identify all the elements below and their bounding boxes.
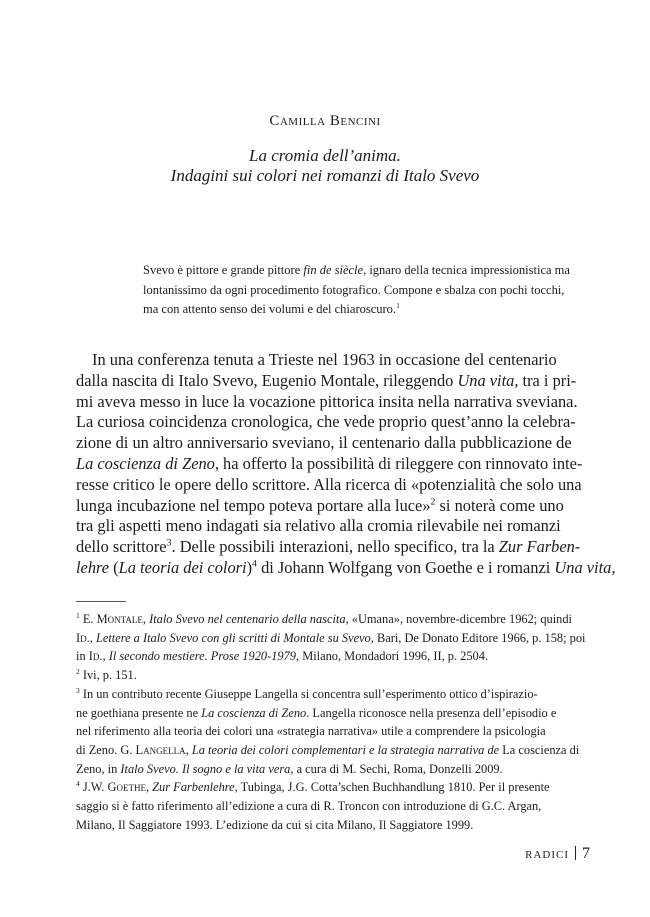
footnote-line — [76, 610, 581, 629]
author-name: Camilla Bencini — [269, 113, 381, 129]
text-run: , — [185, 742, 192, 757]
text-run: , — [142, 612, 150, 626]
text-run: Ivi, p. 151. — [79, 668, 137, 683]
text-run: , — [102, 649, 109, 664]
italic-run: La teoria dei colori — [118, 557, 247, 577]
footnote-ref: 2 — [430, 496, 436, 508]
text-run: , «Umana», novembre-dicembre 1962; quindi — [345, 612, 572, 626]
italic-run: Italo Svevo. Il sogno e la vita vera — [120, 761, 291, 776]
author-smallcaps: Langella — [135, 742, 186, 757]
text-run: , a cura di M. Sechi, Roma, Donzelli 2009. — [290, 761, 503, 776]
italic-run: La teoria dei colori complementari e la strategia narrativa de — [191, 742, 500, 757]
text-run: , ha offerto la possibilità di rileggere con rinnovato inte- — [214, 453, 583, 473]
body-line: La curiosa coincidenza cronologica, che vede proprio quest’anno la celebra- — [76, 412, 576, 432]
footnote-line — [76, 647, 581, 666]
italic-run: Una vita — [457, 370, 515, 390]
text-run: La coscienza di — [499, 742, 580, 757]
epigraph-line: lontanissimo da ogni procedimento fotografico. Compone e sbalza con pochi tocchi, — [143, 282, 565, 297]
text-run: ma con attento senso dei volumi e del chiaroscuro. — [143, 302, 397, 316]
title-line-2: Indagini sui colori nei romanzi di Italo Svevo — [170, 166, 480, 185]
footnote-number: 2 — [76, 666, 80, 676]
footnote-line: saggio si è fatto riferimento all’edizione a cura di R. Troncon con introduzione di G.C. Argan, — [76, 799, 542, 814]
text-run: si noterà come uno — [435, 495, 564, 515]
italic-run: Lettere a Italo Svevo con gli scritti di Montale su Svevo — [95, 630, 371, 645]
text-run: ( — [109, 557, 119, 577]
text-run: J.W. — [79, 780, 108, 795]
footnote-line — [76, 704, 581, 723]
footnote-number: 1 — [76, 610, 80, 620]
footnote-line: nel riferimento alla teoria dei colori una «strategia narrativa» utile a comprendere la psicologia — [76, 724, 546, 739]
italic-run: Zur Farben- — [498, 537, 581, 557]
footnote-3 — [76, 685, 581, 779]
body-line: zione di un altro anniversario sveviano, il centenario dalla pubblicazione de — [76, 433, 572, 453]
epigraph-line — [143, 261, 583, 281]
text-run: di Zeno. G. — [76, 742, 136, 757]
text-run: Zeno, in — [76, 761, 121, 776]
author-smallcaps: Id. — [88, 649, 103, 664]
body-line — [76, 496, 581, 517]
body-line — [76, 557, 616, 579]
text-run: ne goethiana presente ne — [76, 705, 202, 720]
page-number: 7 — [582, 845, 590, 862]
italic-run: Il secondo mestiere. Prose 1920-1979 — [108, 649, 296, 664]
italic-run: La coscienza di Zeno — [201, 705, 307, 720]
text-run: di Johann Wolfgang von Goethe e i romanzi — [256, 557, 555, 577]
text-run: , Milano, Mondadori 1996, II, p. 2504. — [296, 649, 489, 664]
italic-run: Italo Svevo nel centenario della nascita — [149, 612, 346, 626]
body-line — [76, 454, 581, 475]
footnote-ref: 4 — [252, 558, 257, 570]
text-run: dello scrittore — [76, 537, 167, 557]
text-run: , Bari, De Donato Editore 1966, p. 158; poi — [370, 630, 586, 645]
author-smallcaps: Id. — [76, 630, 90, 645]
epigraph — [143, 261, 583, 320]
footnote-line — [76, 629, 586, 648]
text-run: , Tubinga, J.G. Cotta’schen Buchhandlung 1810. Per il presente — [234, 780, 550, 795]
text-run: lunga incubazione nel tempo poteva portare alla luce» — [76, 495, 431, 515]
text-run: E. — [79, 612, 97, 626]
footnotes — [76, 610, 586, 834]
text-run: In un contributo recente Giuseppe Langella si concentra sull’esperimento ottico d’ispirazio- — [79, 686, 538, 701]
page-footer — [480, 845, 590, 863]
footnote-line — [76, 666, 581, 685]
footnote-divider — [76, 601, 126, 602]
italic-run: La coscienza di Zeno — [76, 453, 215, 473]
italic-run: Una vita, — [554, 557, 616, 577]
footnote-ref: 3 — [166, 537, 172, 549]
footnote-line — [76, 685, 581, 704]
body-line: In una conferenza tenuta a Trieste nel 1963 in occasione del centenario — [92, 350, 557, 369]
italic-run: fin de siècle — [303, 263, 364, 277]
body-line — [76, 371, 581, 392]
text-run: in — [76, 649, 89, 664]
footnote-number: 4 — [76, 779, 80, 789]
italic-run: Zur Farbenlehre — [152, 780, 235, 795]
text-run: dalla nascita di Italo Svevo, Eugenio Montale, rileggendo — [76, 370, 458, 390]
author-smallcaps: Montale — [96, 612, 143, 626]
text-run: , — [89, 630, 96, 645]
footnote-line — [76, 741, 581, 760]
body-line: tra gli aspetti meno indagati sia relativo alla cromia rilevabile nei romanzi — [76, 516, 561, 536]
body-paragraph — [76, 350, 616, 579]
running-footer-label: RADICI — [525, 849, 569, 861]
text-run: . Delle possibili interazioni, nello specifico, tra la — [171, 537, 499, 557]
text-run: , — [145, 780, 153, 795]
text-run: , ignaro della tecnica impressionistica ma — [363, 263, 570, 277]
italic-run: lehre — [76, 557, 110, 577]
title-line-1: La cromia dell’anima. — [249, 146, 401, 165]
epigraph-line — [143, 300, 583, 320]
footnote-line — [76, 778, 581, 797]
body-line: resse critico le opere dello scrittore. Alla ricerca di «potenzialità che solo una — [76, 474, 582, 494]
footnote-1 — [76, 610, 586, 666]
text-run: , tra i pri- — [514, 370, 577, 390]
text-run: ) — [246, 557, 253, 577]
text-run: Svevo è pittore e grande pittore — [143, 263, 304, 277]
body-line — [76, 537, 581, 558]
footer-divider — [575, 846, 576, 860]
body-line: mi aveva messo in luce la vocazione pittorica insita nella narrativa sveviana. — [76, 391, 578, 411]
author-smallcaps: Goethe — [107, 780, 146, 795]
footnote-4 — [76, 778, 581, 834]
footnote-2 — [76, 666, 581, 685]
text-run: . Langella riconosce nella presenza dell’episodio e — [306, 705, 557, 720]
footnote-ref: 1 — [396, 300, 400, 310]
footnote-number: 3 — [76, 685, 80, 695]
footnote-line — [76, 760, 581, 779]
footnote-line: Milano, Il Saggiatore 1993. L’edizione da cui si cita Milano, Il Saggiatore 1999. — [76, 817, 474, 832]
article-title — [0, 146, 650, 186]
